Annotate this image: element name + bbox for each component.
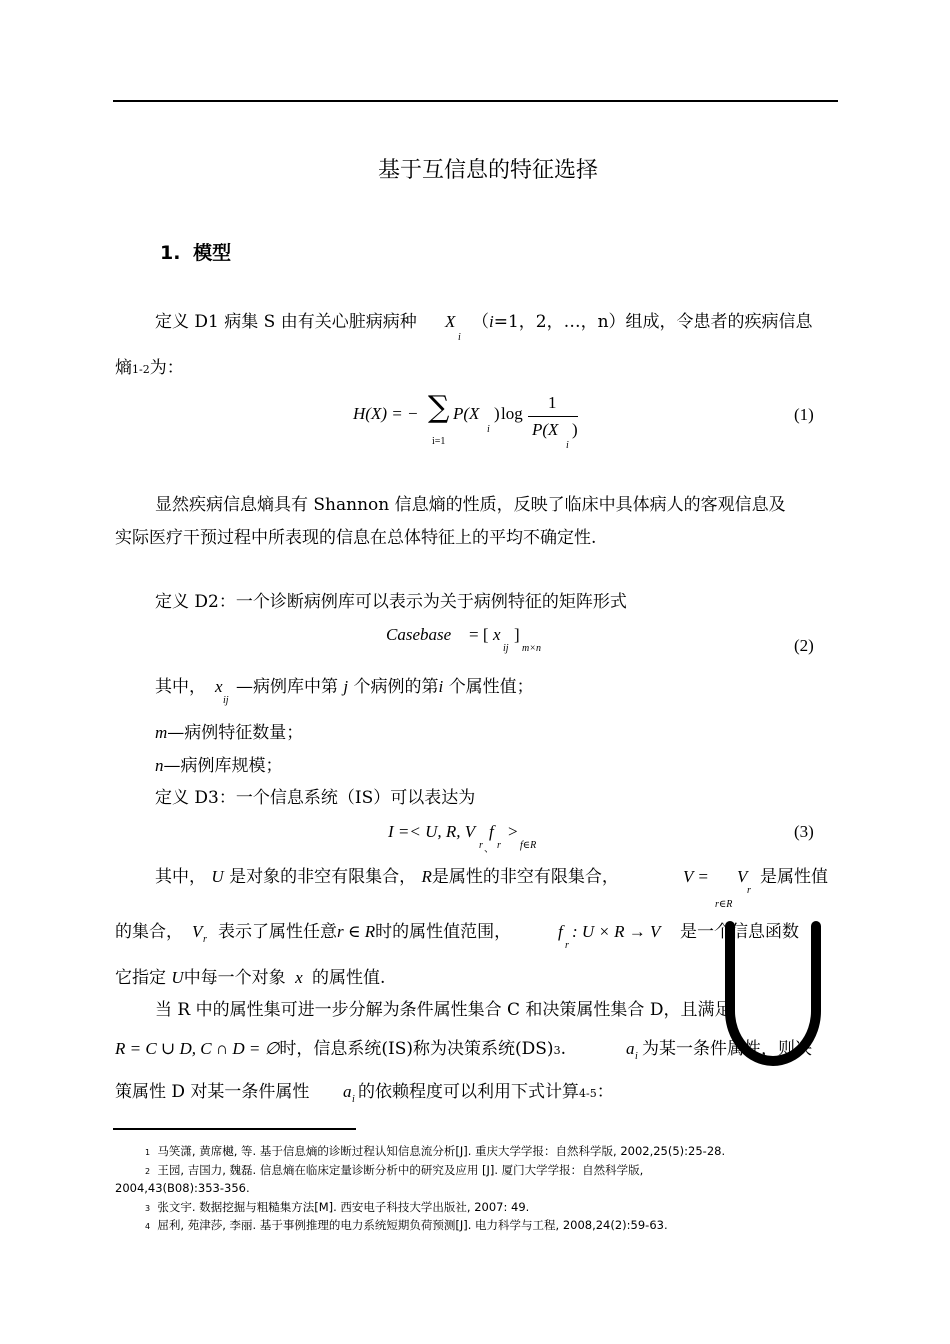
para3-v2: V — [737, 867, 748, 886]
eq1-p-close: ) — [494, 404, 500, 423]
para3-line3: 它指定 U中每一个对象 x 的属性值. — [115, 968, 386, 988]
d1-var-x-sub: i — [458, 332, 461, 343]
eq1-log: log — [501, 404, 523, 423]
footnote-2: 2 王园, 吉国力, 魏磊. 信息熵在临床定量诊断分析中的研究及应用 [J]. 厦门大学学报：自然科学版, — [145, 1163, 644, 1177]
para3-vr: V — [192, 922, 203, 941]
eq2-x: x — [493, 625, 501, 644]
d1-var-x: X — [445, 312, 456, 331]
para1-line1: 显然疾病信息熵具有 Shannon 信息熵的性质，反映了临床中具体病人的客观信息及 — [155, 495, 786, 515]
para3-v-eq: V = — [683, 867, 709, 886]
eq1-sum: ∑ — [428, 390, 450, 425]
page-title: 基于互信息的特征选择 — [378, 158, 599, 183]
large-union-symbol — [718, 916, 828, 1076]
eq2-number: (2) — [794, 636, 814, 655]
eq3-v-sub: r — [479, 840, 483, 851]
eq1-number: (1) — [794, 405, 814, 424]
para4-line1: 当 R 中的属性集可进一步分解为条件属性集合 C 和决策属性集合 D，且满足 — [155, 1000, 732, 1020]
para4-a2: a — [343, 1082, 352, 1101]
para4-line2: R = C ∪ D, C ∩ D = ∅时，信息系统(IS)称为决策系统(DS)3. — [115, 1039, 566, 1059]
section-heading — [160, 238, 231, 265]
para4-line3-end: 的依赖程度可以利用下式计算4-5： — [358, 1082, 614, 1102]
eq1-numerator: 1 — [548, 393, 557, 412]
para4-a2-sub: i — [352, 1094, 355, 1105]
eq3-under: f∈R — [520, 840, 537, 851]
section-number: 1. — [160, 242, 181, 264]
footnote-1: 1 马笑潇, 黄席樾, 等. 基于信息熵的诊断过程认知信息流分析[J]. 重庆大学学报：自然科学版, 2002,25(5):25-28. — [145, 1144, 726, 1158]
footnote-4: 4 屈利, 苑津莎, 李丽. 基于事例推理的电力系统短期负荷预测[J]. 电力科学与工程, 2008,24(2):59-63. — [145, 1218, 668, 1232]
footnote-3: 3 张文宇. 数据挖掘与粗糙集方法[M]. 西安电子科技大学出版社, 2007: 49. — [145, 1200, 530, 1214]
para3-line2: 的集合， — [115, 922, 183, 942]
para4-line2-end: 为某一条件属性，则决 — [642, 1039, 812, 1059]
eq3-f-sub: r — [497, 840, 501, 851]
definition-d1-line1-rest: （i=1，2，…，n）组成，令患者的疾病信息 — [472, 312, 813, 332]
para1-line2: 实际医疗干预过程中所表现的信息在总体特征上的平均不确定性. — [115, 528, 597, 548]
eq1-lhs: H(X) = − — [353, 404, 419, 423]
definition-d1-line1: 定义 D1 病集 S 由有关心脏病病种 — [155, 312, 417, 332]
where-line-rest: —病例库中第 j 个病例的第i 个属性值； — [236, 677, 534, 697]
where-x: x — [215, 677, 223, 696]
para3-vr-sub: r — [203, 934, 207, 945]
footnote-rule — [113, 1128, 356, 1130]
citation-4-5: 4-5 — [579, 1087, 597, 1100]
para4-a: a — [626, 1039, 635, 1058]
eq1-p-sub: i — [487, 424, 490, 435]
eq3-gt: > — [508, 822, 518, 841]
section-name: 模型 — [193, 242, 232, 264]
eq3-f: f — [489, 822, 494, 841]
eq2-lhs: Casebase — [386, 625, 452, 644]
eq2-dim: m×n — [522, 643, 541, 654]
citation-1-2: 1-2 — [132, 363, 150, 376]
definition-d1-line2: 熵1-2为： — [115, 358, 184, 378]
para4-line3: 策属性 D 对某一条件属性 — [115, 1082, 310, 1102]
eq1-denominator: P(X — [532, 420, 559, 439]
para3-f: f — [558, 922, 563, 941]
para3-line2-b: 表示了属性任意r ∈ R时的属性值范围， — [218, 922, 512, 942]
para3-map: : U × R → V — [572, 922, 661, 941]
m-definition: m—病例特征数量； — [155, 723, 304, 743]
eq1-den-sub: i — [566, 440, 569, 451]
citation-3: 3 — [553, 1044, 561, 1057]
eq3-sep: 、 — [484, 844, 494, 855]
para4-a-sub: i — [635, 1051, 638, 1062]
para3-line2-end: 是一个信息函数 — [680, 922, 799, 942]
eq1-sum-lower: i=1 — [432, 436, 446, 447]
para3-line1: 其中， U 是对象的非空有限集合， R是属性的非空有限集合， — [155, 867, 619, 887]
eq3-number: (3) — [794, 822, 814, 841]
where-x-sub: ij — [223, 695, 229, 706]
para3-line1-end: 是属性值 — [760, 867, 828, 887]
para3-f-sub: r — [565, 940, 569, 951]
eq1-den-close: ) — [572, 420, 578, 439]
where-line: 其中， — [155, 677, 206, 697]
eq2-close: ] — [514, 625, 520, 644]
para3-v2-sub: r — [747, 885, 751, 896]
eq1-p: P(X — [453, 404, 480, 423]
definition-d2: 定义 D2：一个诊断病例库可以表示为关于病例特征的矩阵形式 — [155, 592, 627, 612]
eq2-eq: = [ — [469, 625, 489, 644]
footnote-2-cont: 2004,43(B08):353-356. — [115, 1181, 250, 1195]
eq3-lhs: I =< U, R, V — [388, 822, 476, 841]
eq1-fraction-bar — [528, 416, 578, 417]
para3-union-under: r∈R — [715, 899, 733, 910]
n-definition: n—病例库规模； — [155, 756, 283, 776]
eq2-x-sub: ij — [503, 643, 509, 654]
definition-d3: 定义 D3：一个信息系统（IS）可以表达为 — [155, 788, 476, 808]
header-rule — [113, 100, 838, 102]
